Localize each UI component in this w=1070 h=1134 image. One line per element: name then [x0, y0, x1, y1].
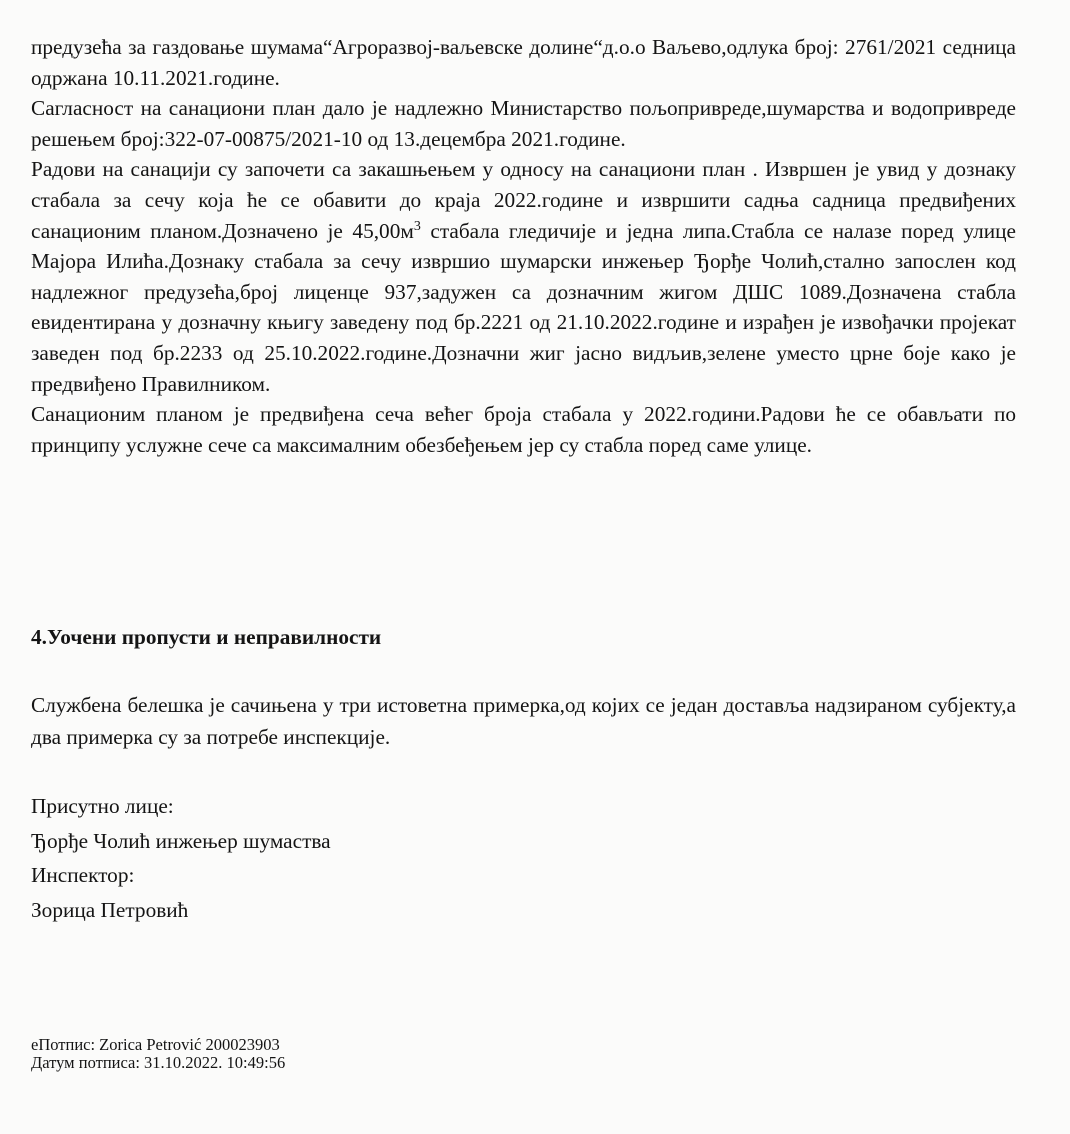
- paragraph-remediation-plan: Санационим планом је предвиђена сеча већег броја стабала у 2022.години.Радови ће се обављати по принципу услужне сече са максималним обезбеђењем јер су стабла поред саме улице.: [31, 402, 1016, 457]
- inspector-name: Зорица Петровић: [31, 897, 189, 922]
- works-text-end: стабала гледичије и једна липа.Стабла се налазе поред улице Мајора Илића.Дознаку стабала за сечу извршио шумарски инжењер Ђорђе Чолић,стално запослен код надлежног предузећа,број лиценце 937,задужен са дозначним жигом ДШС 1089.Дозначена стабла евидентирана у дозначну књигу заведену под бр.2221 од 21.10.2022.године и израђен је извођачки пројекат заведен под бр.2233 од 25.10.2022.године.Дозначни жиг јасно видљив,зелене уместо црне боје како је предвиђено Правилником.: [31, 218, 1016, 396]
- present-person-name: Ђорђе Чолић инжењер шумаства: [31, 828, 331, 853]
- paragraph-decision: предузећа за газдовање шумама“Агроразвој-ваљевске долине“д.о.о Ваљево,одлука број: 2761/2021 седница одржана 10.11.2021.године.: [31, 35, 1016, 90]
- esignature-date: Датум потписа: 31.10.2022. 10:49:56: [31, 1053, 286, 1072]
- cubic-superscript: 3: [413, 218, 421, 234]
- signers-block: [31, 789, 331, 927]
- electronic-signature-block: [31, 1036, 285, 1072]
- paragraph-remediation-works: [31, 154, 1016, 399]
- paragraph-ministry-approval: Сагласност на санациони план дало је надлежно Министарство пољопривреде,шумарства и водопривреде решењем број:322-07-00875/2021-10 од 13.децембра 2021.године.: [31, 96, 1016, 151]
- section-heading: 4.Уочени пропусти и неправилности: [31, 625, 382, 649]
- esignature-signer: еПотпис: Zorica Petrović 200023903: [31, 1035, 280, 1054]
- present-person-label: Присутно лице:: [31, 794, 174, 818]
- inspector-label: Инспектор:: [31, 863, 135, 887]
- works-text-start: Радови на санацији су започети са закашњењем у односу на санациони план . Извршен је увид у дознаку стабала за сечу која ће се обавити до краја 2022.године и извршити садња садница предвиђених санационим планом.Дозначено је 45,00м: [31, 157, 1016, 243]
- body-text-top: [31, 32, 1016, 460]
- paragraph-copies-note: Службена белешка је сачињена у три истоветна примерка,од којих се један доставља надзираном субјекту,а два примерка су за потребе инспекције.: [31, 693, 1016, 749]
